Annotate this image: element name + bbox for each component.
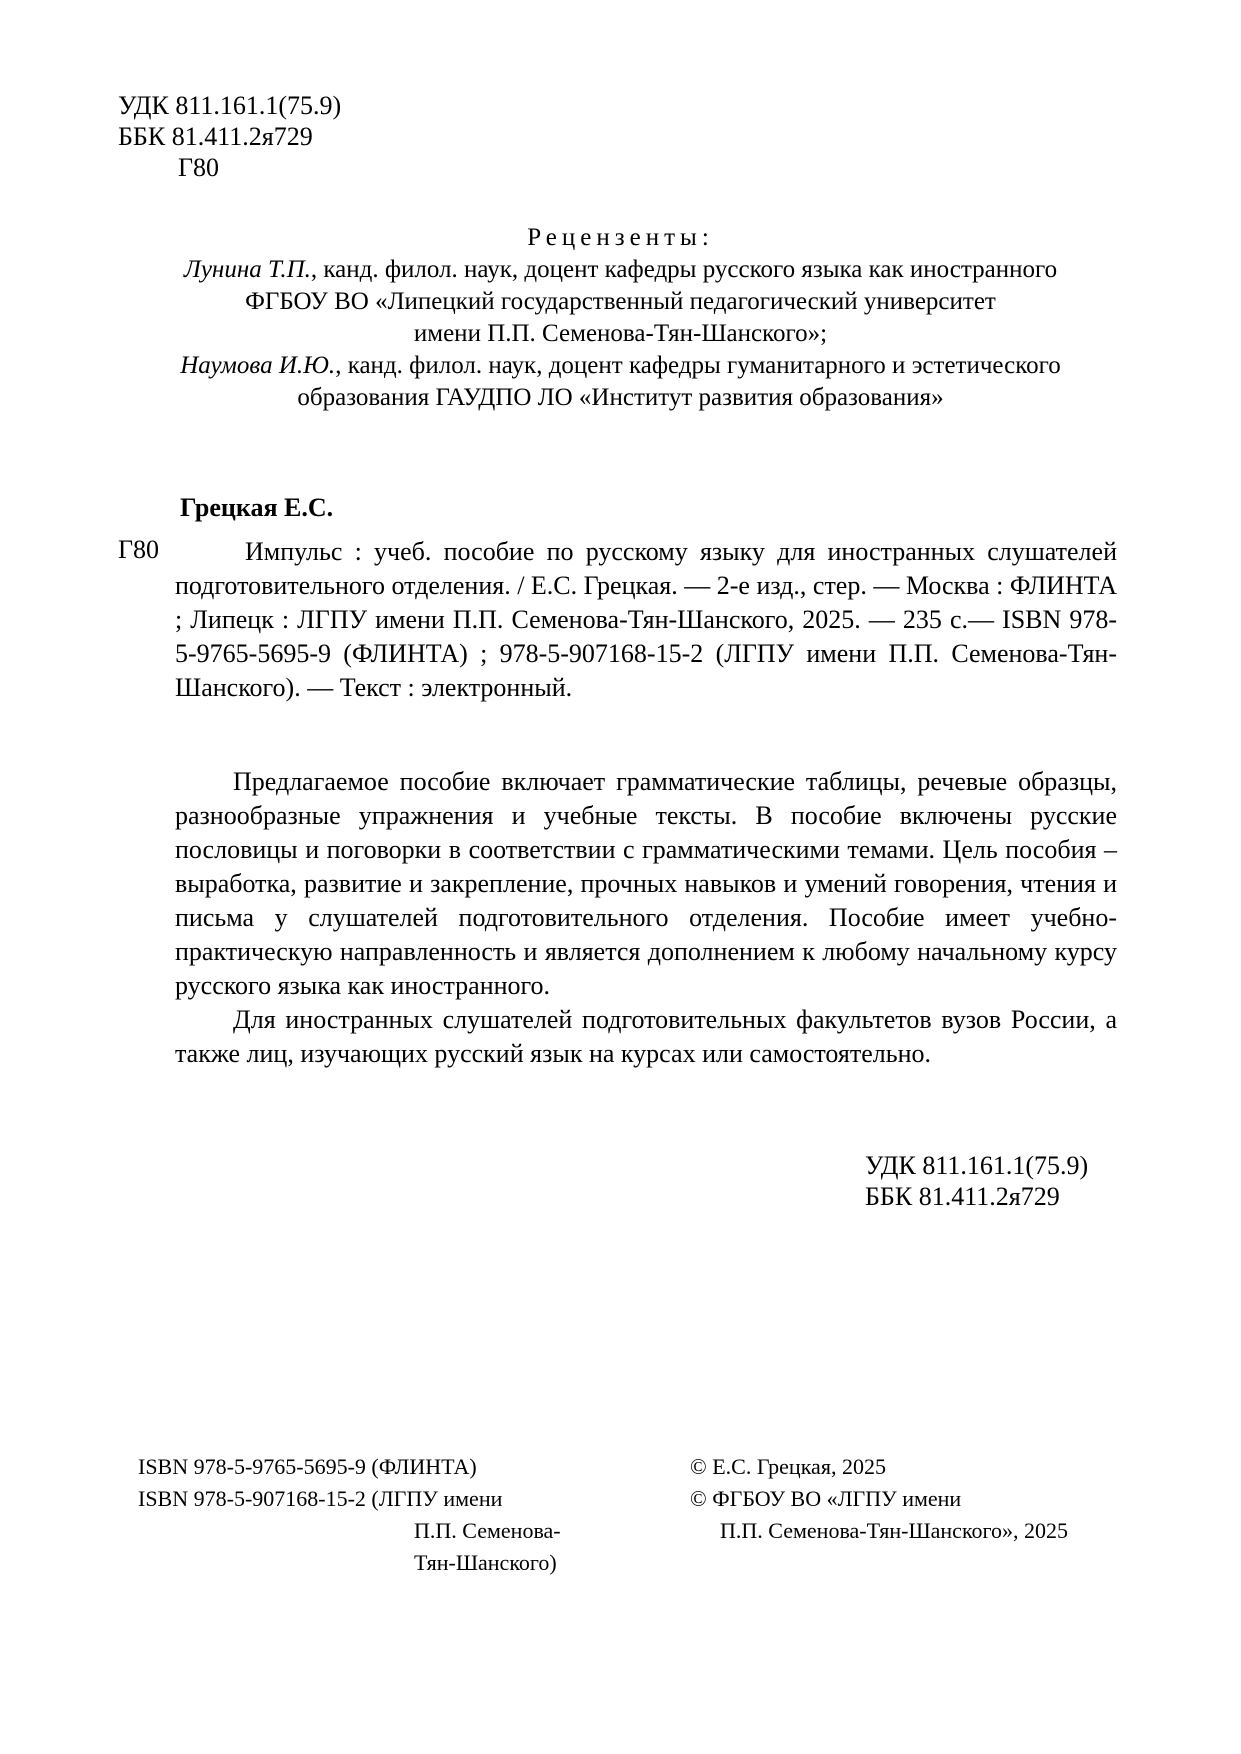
reviewer-1 (0, 254, 1241, 286)
reviewer-1-name: Лунина Т.П. (183, 256, 311, 283)
abstract (175, 765, 1117, 1071)
reviewer-1-line1: , канд. филол. наук, доцент кафедры русского языка как иностранного (310, 256, 1058, 283)
copyright-line-2: © ФГБОУ ВО «ЛГПУ имени (690, 1486, 962, 1511)
reviewer-2-line1: , канд. филол. наук, доцент кафедры гуманитарного и эстетического (335, 352, 1061, 379)
bibliographic-description-text: Импульс : учеб. пособие по русскому языку для иностранных слушателей подготовительного отделения. / Е.С. Грецкая. — 2-е изд., стер. — Москва : ФЛИНТА ; Липецк : ЛГПУ имени П.П. Семенова-Тян-Шанского, 2025. — 235 с.— ISBN 978-5-9765-5695-9 (ФЛИНТА) ; 978-5-907168-15-2 (ЛГПУ имени П.П. Семенова-Тян-Шанского). — Текст : электронный. (175, 537, 1117, 702)
reviewer-1-line3: имени П.П. Семенова-Тян-Шанского»; (413, 320, 828, 347)
udk-code: УДК 811.161.1(75.9) (118, 91, 342, 120)
reviewer-2-line2: образования ГАУДПО ЛО «Институт развития образования» (297, 384, 944, 411)
isbn-line-2: ISBN 978-5-907168-15-2 (ЛГПУ имени (138, 1486, 503, 1511)
copyright-line-3: П.П. Семенова-Тян-Шанского», 2025 (720, 1518, 1068, 1543)
isbn-line-3: П.П. Семенова- (414, 1518, 561, 1543)
isbn-line-1: ISBN 978-5-9765-5695-9 (ФЛИНТА) (138, 1454, 477, 1479)
abstract-paragraph-1: Предлагаемое пособие включает грамматические таблицы, речевые образцы, разнообразные упражнения и учебные тексты. В пособие включены русские пословицы и поговорки в соответствии с грамматическими темами. Цель пособия – выработка, развитие и закрепление, прочных навыков и умений говорения, чтения и письма у слушателей подготовительного отделения. Пособие имеет учебно-практическую направленность и является дополнением к любому начальному курсу русского языка как иностранного. (175, 767, 1117, 1000)
abstract-paragraph-2: Для иностранных слушателей подготовительных факультетов вузов России, а также лиц, изучающих русский язык на курсах или самостоятельно. (175, 1005, 1117, 1068)
reviewers-title: Рецензенты: (527, 224, 714, 251)
reviewers-block (0, 222, 1241, 414)
isbn-line-4: Тян-Шанского) (414, 1550, 557, 1575)
reviewer-2 (0, 350, 1241, 382)
bibliography-author: Грецкая Е.С. (180, 493, 334, 522)
footer-udk-code: УДК 811.161.1(75.9) (865, 1151, 1089, 1180)
bbk-code: ББК 81.411.2я729 (118, 122, 313, 151)
footer-bbk-code: ББК 81.411.2я729 (865, 1182, 1060, 1211)
bibliographic-description (175, 535, 1117, 705)
header-classification-codes (118, 90, 341, 183)
copyright-block (690, 1451, 1068, 1547)
reviewer-1-line2: ФГБОУ ВО «Липецкий государственный педагогический университет (245, 288, 996, 315)
isbn-block (138, 1451, 561, 1579)
reviewer-2-name: Наумова И.Ю. (180, 352, 336, 379)
bibliography-author-mark: Г80 (118, 535, 160, 564)
copyright-line-1: © Е.С. Грецкая, 2025 (690, 1454, 886, 1479)
footer-classification-codes (865, 1150, 1088, 1212)
author-mark: Г80 (178, 153, 220, 182)
